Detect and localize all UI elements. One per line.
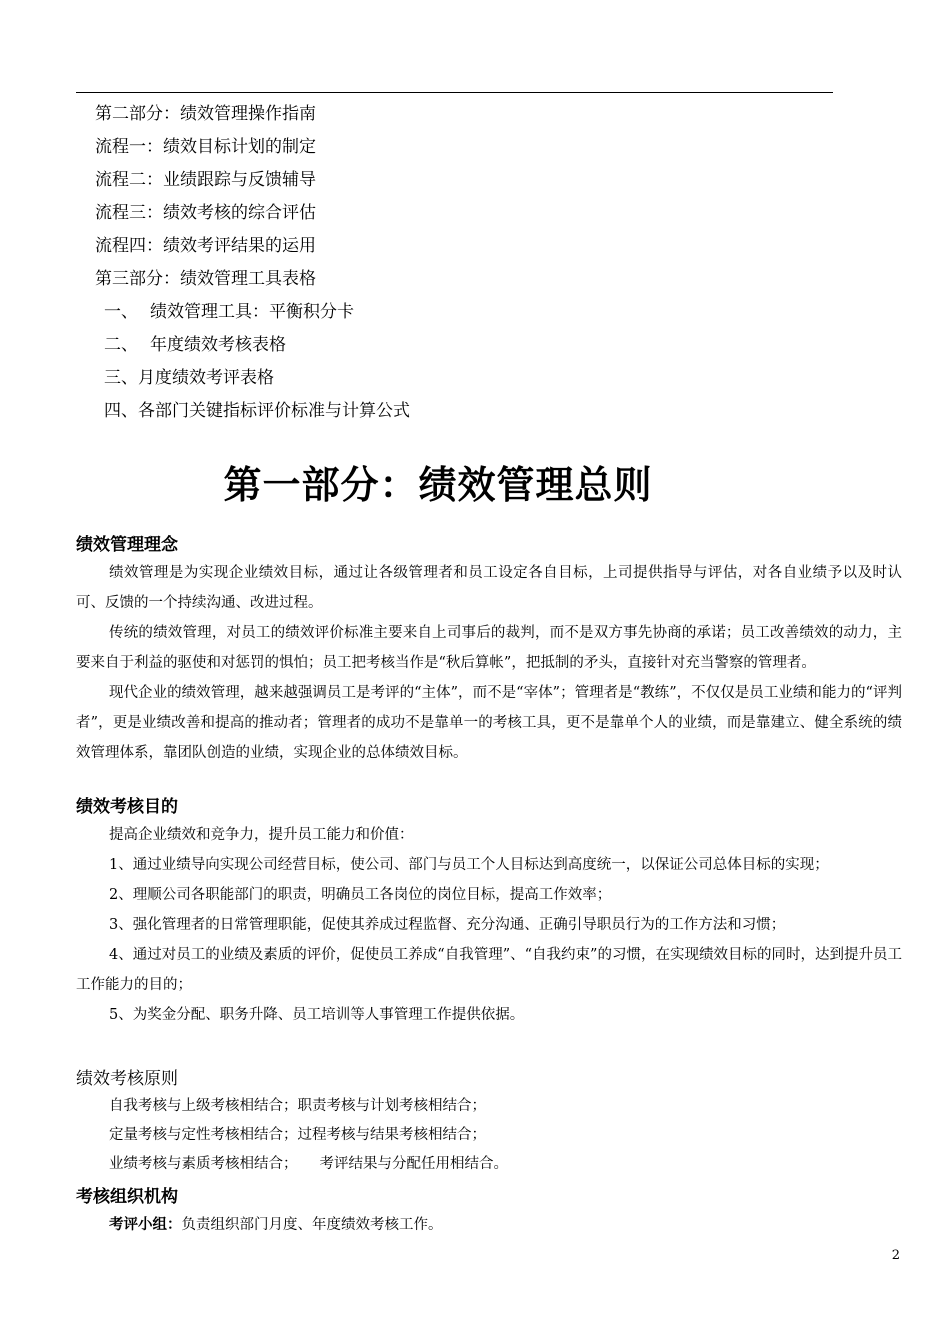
list-item: 4、通过对员工的业绩及素质的评价，促使员工养成“自我管理”、“自我约束”的习惯，在实现绩效目标的同时，达到提升员工工作能力的目的； [76,947,902,993]
organization-label: 考评小组： [109,1216,182,1233]
toc-subitem-number: 三、 [104,368,138,388]
concept-section [76,532,902,768]
organization-section [76,1184,902,1240]
toc-subitem-text: 年度绩效考核表格 [150,335,286,355]
list-item: 5、为奖金分配、职务升降、员工培训等人事管理工作提供依据。 [109,1007,525,1023]
toc-item: 流程一：绩效目标计划的制定 [95,137,316,157]
toc-subitem [0,329,950,362]
toc-subitem-text: 月度绩效考评表格 [138,368,274,388]
organization-text: 负责组织部门月度、年度绩效考核工作。 [181,1217,443,1233]
section-heading: 考核组织机构 [76,1187,178,1207]
toc-item: 第二部分：绩效管理操作指南 [95,104,316,124]
section-heading: 绩效考核目的 [76,797,178,817]
list-item: 2、理顺公司各职能部门的职责，明确员工各岗位的岗位目标，提高工作效率； [109,887,612,903]
paragraph: 传统的绩效管理，对员工的绩效评价标准主要来自上司事后的裁判，而不是双方事先协商的承诺；员工改善绩效的动力，主要来自于利益的驱使和对惩罚的惧怕；员工把考核当作是“秋后算帐”，把抵制的矛头，直接针对充当警察的管理者。 [76,625,902,671]
paragraph: 现代企业的绩效管理，越来越强调员工是考评的“主体”，而不是“宰体”；管理者是“教练”，不仅仅是员工业绩和能力的“评判者”，更是业绩改善和提高的推动者；管理者的成功不是靠单一的考核工具，更不是靠单个人的业绩，而是靠建立、健全系统的绩效管理体系，靠团队创造的业绩，实现企业的总体绩效目标。 [76,685,902,761]
toc-subitem [0,362,950,395]
principle-line: 自我考核与上级考核相结合；职责考核与计划考核相结合； [109,1098,486,1114]
principles-section [76,1066,902,1179]
toc-subitem-text: 绩效管理工具：平衡积分卡 [150,302,354,322]
toc-item: 第三部分：绩效管理工具表格 [95,269,316,289]
part-title: 第一部分：绩效管理总则 [223,463,653,507]
toc-subitem-number: 四、 [104,401,138,421]
principle-line: 定量考核与定性考核相结合；过程考核与结果考核相结合； [109,1127,486,1143]
table-of-contents [0,98,950,428]
principle-text: 业绩考核与素质考核相结合； [109,1156,298,1172]
list-item: 1、通过业绩导向实现公司经营目标，使公司、部门与员工个人目标达到高度统一，以保证公司总体目标的实现； [109,857,829,873]
toc-subitem [0,296,950,329]
list-item: 3、强化管理者的日常管理职能，促使其养成过程监督、充分沟通、正确引导职员行为的工作方法和习惯； [109,917,786,933]
toc-subitem-number: 一、 [104,302,138,322]
paragraph: 提高企业绩效和竞争力，提升员工能力和价值： [109,827,414,843]
purpose-section [76,794,902,1030]
toc-subitem-number: 二、 [104,335,138,355]
section-heading: 绩效管理理念 [76,535,178,555]
header-rule [76,92,833,93]
toc-item: 流程二：业绩跟踪与反馈辅导 [95,170,316,190]
toc-item: 流程三：绩效考核的综合评估 [95,203,316,223]
principle-line [76,1150,902,1179]
organization-line [76,1210,902,1240]
toc-subitem-text: 各部门关键指标评价标准与计算公式 [138,401,410,421]
principle-text: 考评结果与分配任用相结合。 [319,1156,508,1172]
toc-subitem [0,395,950,428]
section-heading: 绩效考核原则 [76,1069,178,1089]
toc-item: 流程四：绩效考评结果的运用 [95,236,316,256]
paragraph: 绩效管理是为实现企业绩效目标，通过让各级管理者和员工设定各自目标，上司提供指导与评估，对各自业绩予以及时认可、反馈的一个持续沟通、改进过程。 [76,565,902,611]
page-number: 2 [891,1248,900,1263]
